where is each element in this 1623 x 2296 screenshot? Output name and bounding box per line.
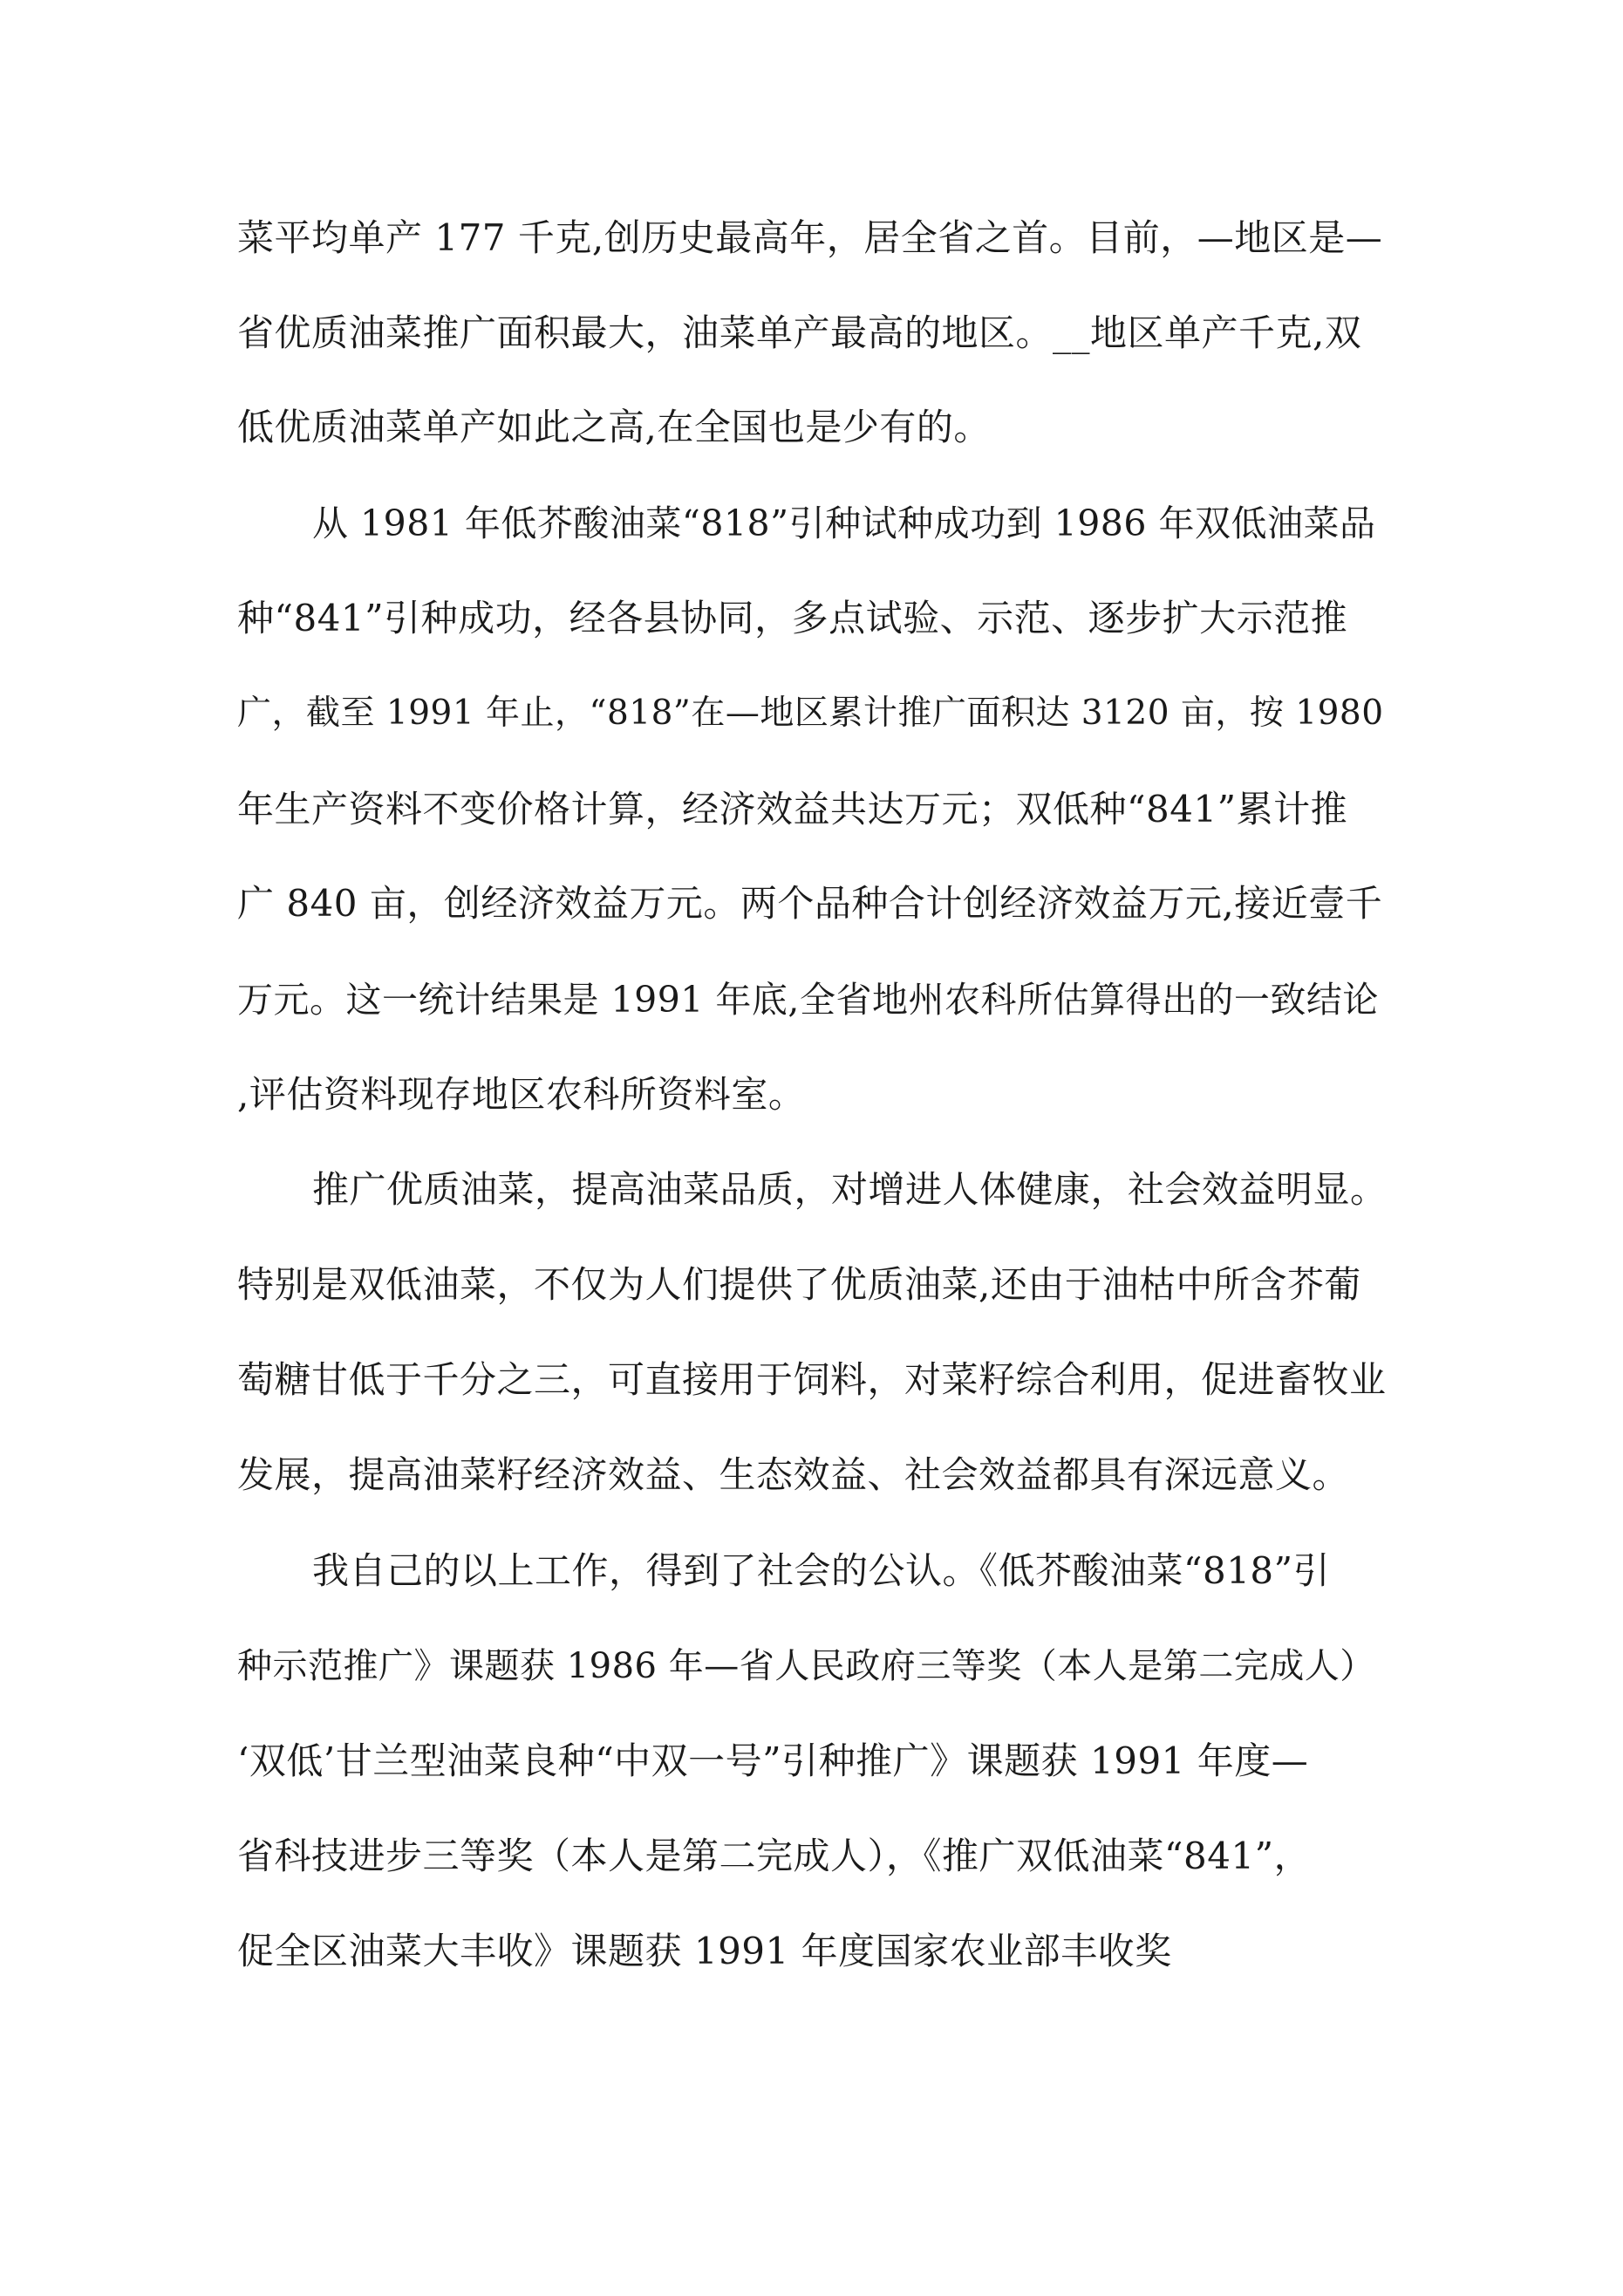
text-line: 年生产资料不变价格计算，经济效益共达万元；双低种“841”累计推 <box>237 788 1348 830</box>
text-line: ,评估资料现存地区农科所资料室。 <box>237 1073 806 1116</box>
text-line: 万元。这一统计结果是 1991 年底,全省地州农科所估算得出的一致结论 <box>237 979 1379 1021</box>
text-line: 低优质油菜单产如此之高,在全国也是少有的。 <box>237 406 991 448</box>
text-line: 种示范推广》课题获 1986 年—省人民政府三等奖（本人是第二完成人） <box>237 1646 1375 1686</box>
text-line: 特别是双低油菜，不仅为人们提供了优质油菜,还由于油枯中所含芥葡 <box>237 1263 1361 1306</box>
text-line: 种“841”引种成功，经各县协同，多点试验、示范、逐步扩大示范推 <box>237 597 1348 639</box>
text-line: 推广优质油菜，提高油菜品质，对增进人体健康，社会效益明显。 <box>312 1168 1388 1211</box>
text-line: 萄糖甘低于千分之三，可直接用于饲料，对菜籽综合利用，促进畜牧业 <box>237 1358 1387 1401</box>
text-line: 我自己的以上工作，得到了社会的公认。《低芥酸油菜“818”引 <box>312 1549 1331 1592</box>
text-line: 促全区油菜大丰收》课题获 1991 年度国家农业部丰收奖 <box>237 1930 1172 1972</box>
text-line: 从 1981 年低芥酸油菜“818”引种试种成功到 1986 年双低油菜品 <box>312 502 1376 544</box>
text-line: 省科技进步三等奖（本人是第二完成人），《推广双低油菜“841”， <box>237 1835 1312 1877</box>
text-line: 发展，提高油菜籽经济效益、生态效益、社会效益都具有深远意义。 <box>237 1453 1350 1496</box>
text-line: 菜平均单产 177 千克,创历史最高年，居全省之首。目前，—地区是— <box>237 216 1383 259</box>
text-line: 广，截至 1991 年止，“818”在—地区累计推广面积达 3120 亩，按 1980 <box>237 694 1384 733</box>
text-line: 广 840 亩，创经济效益万元。两个品种合计创经济效益万元,接近壹千 <box>237 882 1383 925</box>
text-line: ‘双低’甘兰型油菜良种“中双一号”引种推广》课题获 1991 年度— <box>237 1739 1309 1782</box>
text-line: 省优质油菜推广面积最大，油菜单产最高的地区。__地区单产千克,双 <box>237 311 1362 354</box>
